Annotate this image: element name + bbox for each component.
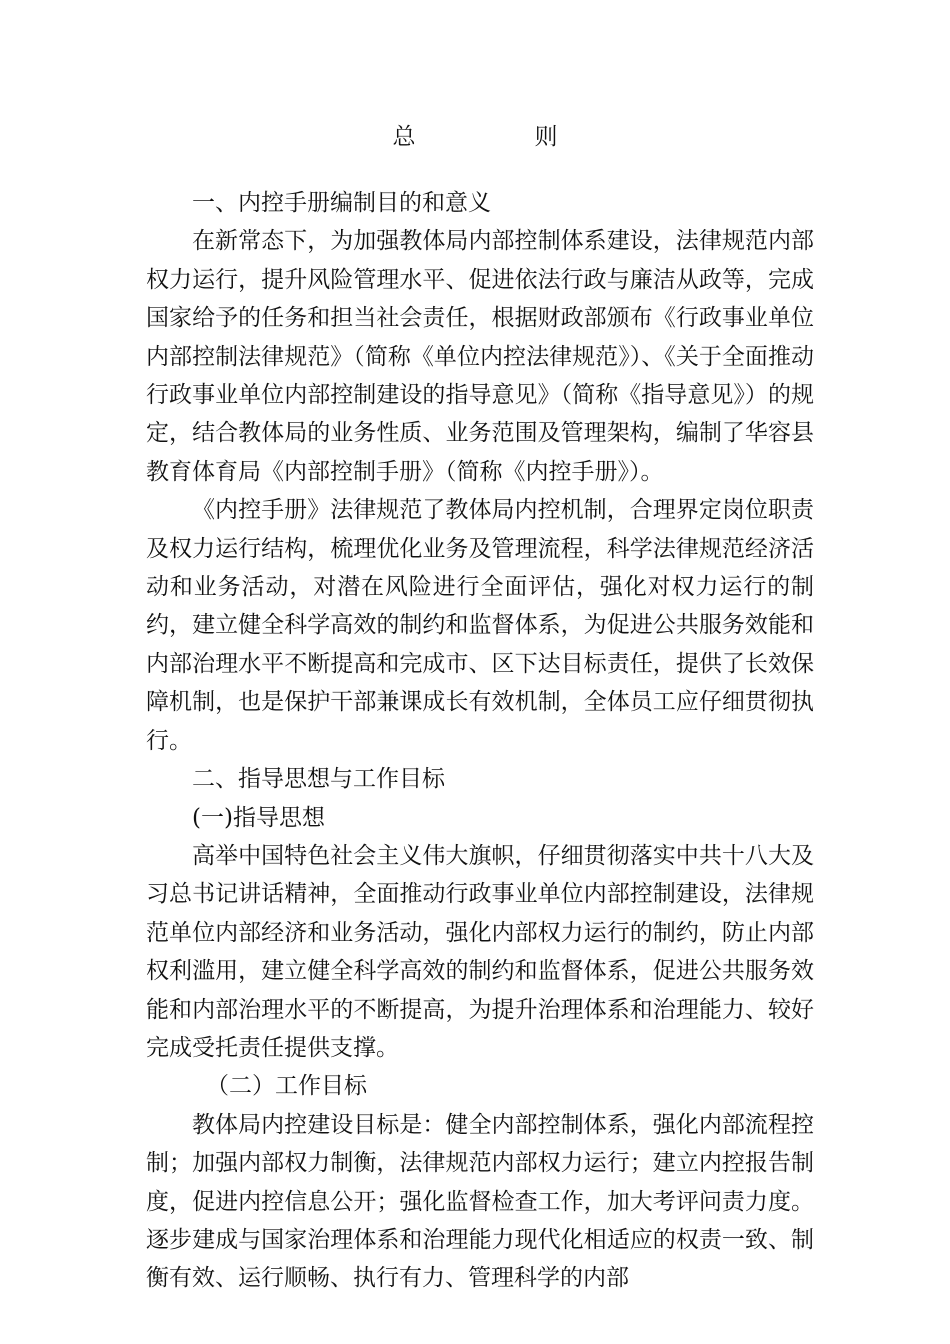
section-2-subheading-2: （二）工作目标: [206, 1073, 367, 1100]
section-2-paragraph-1: 高举中国特色社会主义伟大旗帜，仔细贯彻落实中共十八大及习总书记讲话精神，全面推动行政事业单位内部控制建设，法律规范单位内部经济和业务活动，强化内部权力运行的制约，防止内部权利滥用，建立健全科学高效的制约和监督体系，促进公共服务效能和内部治理水平的不断提高，为提升治理体系和治理能力、较好完成受托责任提供支撑。: [146, 842, 814, 1061]
section-2-heading: 二、指导思想与工作目标: [192, 766, 445, 793]
section-2-subheading-1: (一)指导思想: [192, 804, 325, 831]
section-1-paragraph-2: 《内控手册》法律规范了教体局内控机制，合理界定岗位职责及权力运行结构，梳理优化业务及管理流程，科学法律规范经济活动和业务活动，对潜在风险进行全面评估，强化对权力运行的制约，建立健全科学高效的制约和监督体系，为促进公共服务效能和内部治理水平不断提高和完成市、区下达目标责任，提供了长效保障机制，也是保护干部兼课成长有效机制，全体员工应仔细贯彻执行。: [146, 497, 814, 754]
section-1-paragraph-1: 在新常态下，为加强教体局内部控制体系建设，法律规范内部权力运行，提升风险管理水平、促进依法行政与廉洁从政等，完成国家给予的任务和担当社会责任，根据财政部颁布《行政事业单位内部控制法律规范》（简称《单位内控法律规范》）、《关于全面推动行政事业单位内部控制建设的指导意见》（简称《指导意见》）的规定，结合教体局的业务性质、业务范围及管理架构，编制了华容县教育体育局《内部控制手册》（简称《内控手册》）。: [146, 228, 814, 485]
section-2-paragraph-2: 教体局内控建设目标是：健全内部控制体系，强化内部流程控制；加强内部权力制衡，法律规范内部权力运行；建立内控报告制度，促进内控信息公开；强化监督检查工作，加大考评问责力度。逐步建成与国家治理体系和治理能力现代化相适应的权责一致、制衡有效、运行顺畅、执行有力、管理科学的内部: [146, 1111, 814, 1292]
document-title: 总 则: [392, 124, 606, 150]
document-body: [146, 184, 814, 1298]
section-1-heading: 一、内控手册编制目的和意义: [192, 190, 491, 216]
